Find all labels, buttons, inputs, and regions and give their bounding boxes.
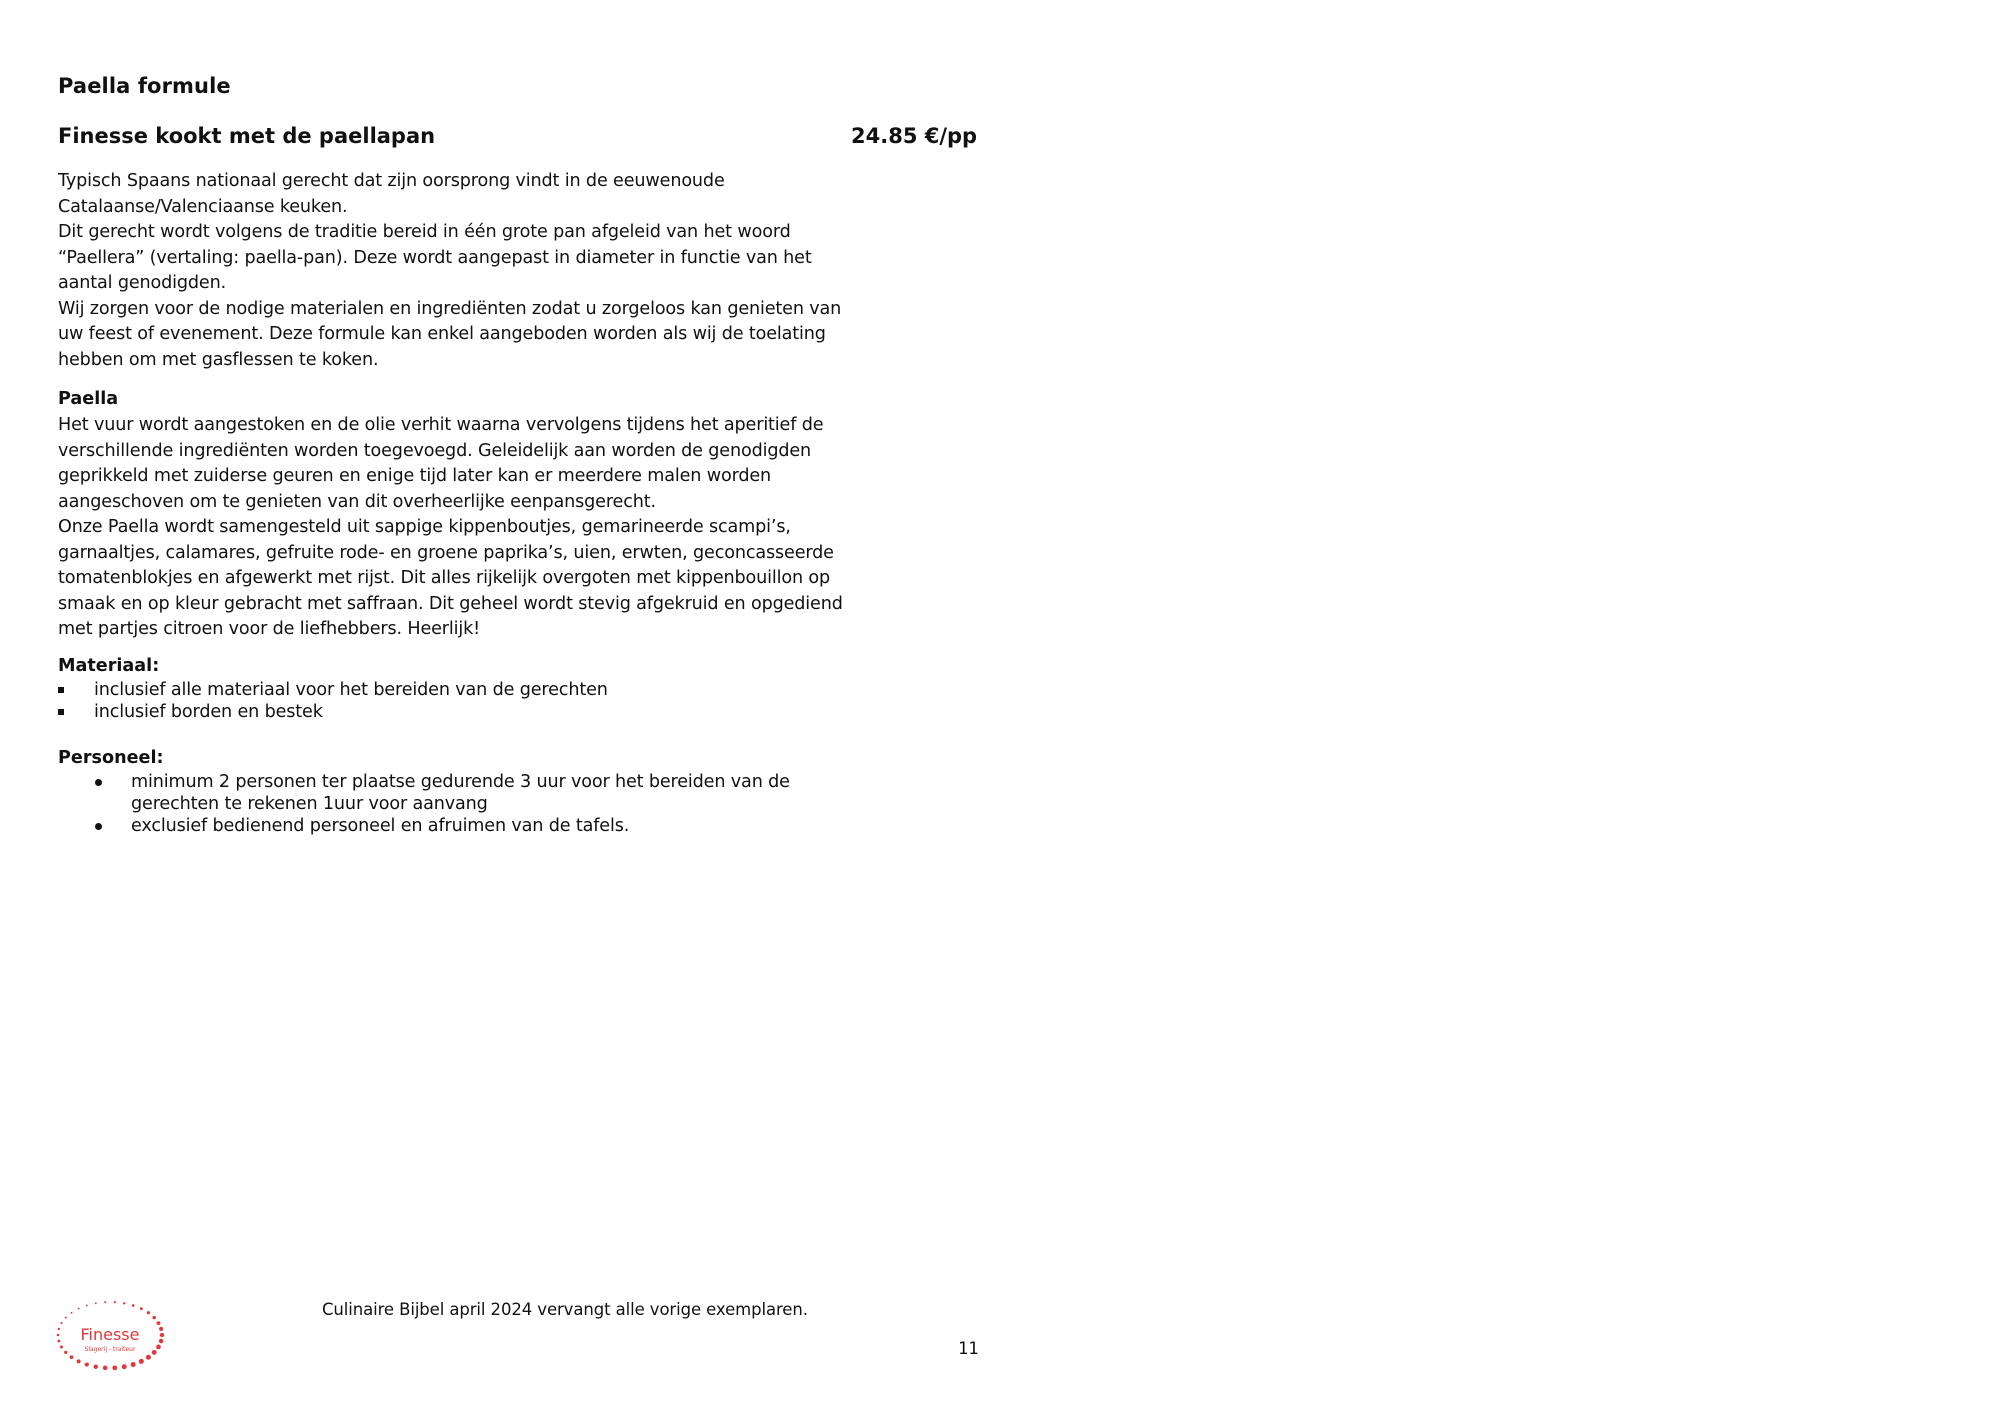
logo-dot [147, 1311, 150, 1314]
logo-dot [159, 1339, 164, 1344]
text-line: Het vuur wordt aangestoken en de olie verhit waarna vervolgens tijdens het aperitief de [58, 415, 824, 435]
list-item-text: inclusief alle materiaal voor het bereiden van de gerechten [94, 680, 608, 700]
text-line: met partjes citroen voor de liefhebbers. Heerlijk! [58, 619, 481, 639]
text-line: “Paellera” (vertaling: paella-pan). Deze wordt aangepast in diameter in functie van het [58, 247, 812, 268]
list-item [94, 679, 608, 701]
page-title: Paella formule [58, 74, 231, 98]
list-item-text: inclusief borden en bestek [94, 702, 323, 722]
finesse-logo [54, 1298, 166, 1374]
materiaal-list [94, 679, 608, 723]
logo-dot [157, 1321, 161, 1325]
personeel-heading: Personeel: [58, 748, 164, 768]
logo-wordmark: Finesse [80, 1325, 140, 1344]
list-item [131, 771, 790, 815]
materiaal-heading: Materiaal: [58, 656, 160, 676]
text-line: Catalaanse/Valenciaanse keuken. [58, 196, 348, 217]
list-item [131, 815, 790, 837]
logo-dot [70, 1355, 74, 1359]
page-number: 11 [958, 1339, 979, 1359]
section-title: Finesse kookt met de paellapan [58, 124, 436, 148]
logo-dot [146, 1355, 151, 1360]
logo-dot [132, 1304, 135, 1307]
logo-dot [122, 1364, 127, 1369]
logo-dot [139, 1359, 144, 1364]
intro-paragraph [58, 169, 841, 373]
text-line: uw feest of evenement. Deze formule kan enkel aangeboden worden als wij de toelating [58, 324, 826, 344]
text-line: tomatenblokjes en afgewerkt met rijst. Dit alles rijkelijk overgoten met kippenbouillon op [58, 568, 831, 588]
logo-dot [112, 1365, 117, 1370]
text-line: Dit gerecht wordt volgens de traditie bereid in één grote pan afgeleid van het woord [58, 222, 791, 242]
square-bullet-icon [58, 687, 64, 693]
list-item [94, 701, 608, 723]
logo-dot [160, 1333, 164, 1337]
price: 24.85 €/pp [851, 124, 978, 148]
text-line: aantal genodigden. [58, 273, 227, 293]
logo-dot [123, 1302, 125, 1304]
logo-dot [77, 1359, 81, 1363]
text-line: garnaaltjes, calamares, gefruite rode- en groene paprika’s, uien, erwten, geconcasseerde [58, 542, 834, 563]
logo-dot [78, 1308, 80, 1310]
text-line: Typisch Spaans nationaal gerecht dat zijn oorsprong vindt in de eeuwenoude [58, 171, 725, 191]
logo-dot [64, 1351, 67, 1354]
footer-note: Culinaire Bijbel april 2024 vervangt alle vorige exemplaren. [322, 1300, 808, 1319]
text-line: aangeschoven om te genieten van dit overheerlijke eenpansgerecht. [58, 491, 656, 512]
round-bullet-icon [95, 779, 102, 786]
square-bullet-icon [58, 709, 64, 715]
personeel-list [131, 771, 790, 837]
logo-dot [65, 1317, 67, 1319]
text-line: verschillende ingrediënten worden toegevoegd. Geleidelijk aan worden de genodigden [58, 440, 812, 461]
list-item-text: minimum 2 personen ter plaatse gedurende 3 uur voor het bereiden van de [131, 772, 790, 792]
logo-tagline: Slagerij - traiteur [84, 1346, 136, 1353]
paella-heading: Paella [58, 389, 119, 409]
logo-dot [103, 1366, 108, 1371]
logo-dot [152, 1350, 157, 1355]
round-bullet-icon [95, 823, 102, 830]
logo-dot [114, 1301, 116, 1303]
list-item-text: gerechten te rekenen 1uur voor aanvang [131, 794, 488, 814]
logo-dot [85, 1362, 89, 1366]
logo-dot [71, 1312, 73, 1314]
list-item-text: exclusief bedienend personeel en afruimen van de tafels. [131, 816, 630, 836]
logo-dot [159, 1327, 163, 1331]
logo-dot [86, 1305, 88, 1307]
logo-dot [57, 1334, 60, 1337]
logo-dot [152, 1316, 155, 1319]
logo-dot [95, 1302, 97, 1304]
text-line: smaak en op kleur gebracht met saffraan. Dit geheel wordt stevig afgekruid en opgediend [58, 593, 843, 614]
logo-dot [104, 1301, 106, 1303]
logo-dot [60, 1345, 63, 1348]
logo-dot [94, 1365, 98, 1369]
logo-dot [156, 1345, 161, 1350]
logo-dot [140, 1307, 143, 1310]
text-line: hebben om met gasflessen te koken. [58, 349, 379, 370]
text-line: geprikkeld met zuiderse geuren en enige tijd later kan er meerdere malen worden [58, 466, 772, 486]
paella-paragraph [58, 413, 843, 643]
logo-dot [58, 1340, 61, 1343]
logo-dot [60, 1322, 62, 1324]
logo-dot [58, 1328, 60, 1330]
text-line: Wij zorgen voor de nodige materialen en ingrediënten zodat u zorgeloos kan genieten van [58, 298, 842, 319]
text-line: Onze Paella wordt samengesteld uit sappige kippenboutjes, gemarineerde scampi’s, [58, 517, 791, 537]
logo-dot [131, 1362, 136, 1367]
